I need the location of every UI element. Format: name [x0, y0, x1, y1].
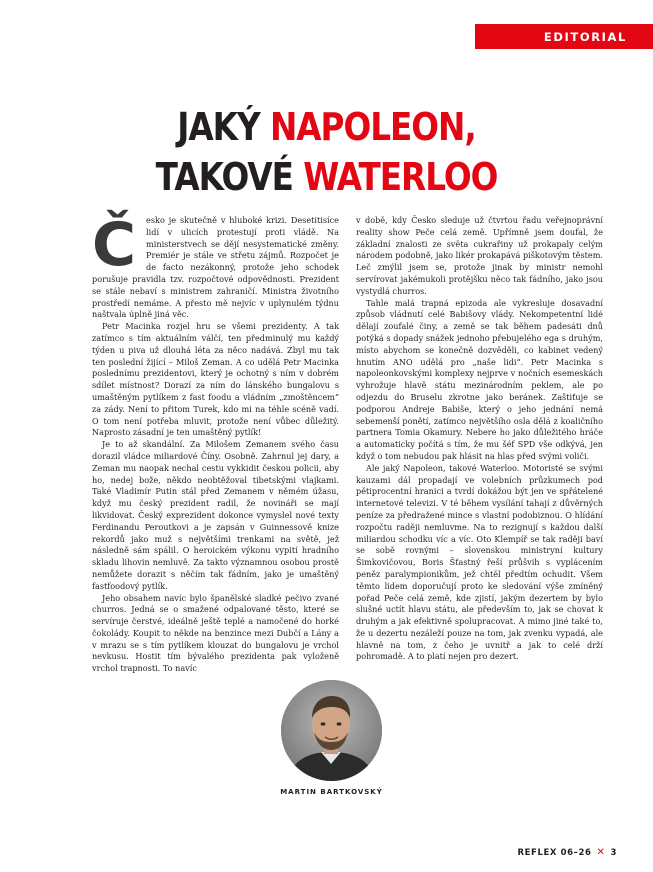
author-name: MARTIN BARTKOVSKÝ — [280, 788, 383, 796]
magazine-issue: REFLEX 06–26 — [517, 847, 592, 858]
headline-line2-black: TAKOVÉ — [155, 155, 304, 199]
article-paragraph — [92, 210, 339, 321]
article-paragraph: Jeho obsahem navíc bylo španělské sladké pečivo zvané churros. Jedná se o smažené odpalované těsto, které se servíruje čerstvé, ideálně ještě teplé a namočené do horké čokolády. Koupit to někde na benzince mezi Dubčí a Lány a v mrazu se s tím pytlíkem klouzat do bungalovu je vrchol nevkusu. Hostit tím bývalého prezidenta pak vyloženě vrchol trapnosti. To navíc — [92, 592, 339, 674]
headline-line1-black: JAKÝ — [177, 105, 270, 149]
article-paragraph: Je to až skandální. Za Milošem Zemanem svého času dorazil vládce miliardové Číny. Osobně. Zahrnul jej dary, a Zeman mu naopak nechal cestu vykkidit českou policii, aby ho, nedej bože, někdo neobtěžoval tibetskými vlajkami. Také Vladimír Putin stál před Zemanem v němém úžasu, když mu český prezident radil, že novináři se mají likvidovat. Český exprezident dokonce vymyslel nové texty Ferdinandu Peroutkovi a je zapsán v Guinnessově knize rekordů jako muž s největšími trenkami na světě, jež následně sám spálil. O heroickém výkonu vypití hradního skladu lihovin nemluvě. Za takto významnou osobou prostě nemůžete dorazit s něčím tak fádním, jako je umaštěný fastfoodový pytlík. — [92, 439, 339, 591]
article-column-left — [92, 210, 339, 675]
section-label: EDITORIAL — [475, 24, 653, 49]
separator-icon: ✕ — [596, 847, 606, 858]
headline — [97, 102, 555, 202]
author-photo — [281, 680, 382, 781]
headline-line1 — [177, 105, 475, 149]
article-paragraph: Ale jaký Napoleon, takové Waterloo. Motoristé se svými kauzami dál propadají ve volebních průzkumech pod pětiprocentní hranici a tvrdí dokážou být jen ve spřátelené internetové televizi. V té během vysílání tahají z důvěrných peníze za předražené mince s vlastní podobiznou. O hlídání rozpočtu raději nemluvme. Na to rezignují s každou další miliardou schodku víc a víc. Oto Klempíř se tak raději baví se sobě rovnými – slovenskou ministryní kultury Šimkovičovou, Boris Šťastný řeší průšvih s vyplácením peněz paralympionikům, jež chtěl předtím ochudit. Všem těmto lidem doporučují proto ke sledování výše zmíněný pořad Peče celá země, kde zjistí, jakým dezertem by bylo slušné uctít hlavu státu, ale především to, jak se chovat k druhým a jak efektivně spolupracovat. A mimo jiné také to, že u dezertu nezáleží pouze na tom, jak zvenku vypadá, ale hlavně na tom, z čeho je uvnitř a jak to celé drží pohromadě. A to platí nejen pro dezert. — [356, 462, 603, 662]
drop-cap: Č — [92, 210, 137, 280]
headline-line2 — [156, 155, 498, 199]
article-column-right — [356, 215, 603, 663]
page-number: 3 — [610, 847, 617, 858]
headline-line1-red: NAPOLEON, — [269, 105, 476, 149]
article-paragraph-text: esko je skutečně v hluboké krizi. Desetitisíce lidí v ulicích protestují proti vládě. Na ministerstvech se dějí nesystematické změny. Premiér je stále ve střetu zájmů. Rozpočet je de facto nezákonný, protože jeho schodek porušuje pravidla tzv. rozpočtové odpovědnosti. Prezident se stále nebaví s ministrem zahraničí. Ministra životního prostředí nemáme. A přesto mě nejvíc v uplynulém týdnu naštvala úplně jiná věc. — [92, 215, 339, 320]
article-paragraph: v době, kdy Česko sleduje už čtvrtou řadu veřejnoprávní reality show Peče celá země. Upřímně jsem doufal, že základní znalosti ze světa cukrařiny už prokapaly celým národem podobně, jako likér prokapává piškotovým těstem. Leč zmýlil jsem se, protože jinak by ministr nemohl servírovat jakémukoli protějšku něco tak fádního, jako jsou vystydlá churros. — [356, 215, 603, 296]
headline-line2-red: WATERLOO — [303, 155, 498, 199]
page-footer — [517, 847, 617, 858]
author-portrait-icon — [281, 680, 382, 781]
article-paragraph: Petr Macinka rozjel hru se všemi prezidenty. A tak zatímco s tím aktuálním válčí, ten předminulý mu každý týden u piva už dlouhá léta za něco nadává. Zbyl mu tak ten poslední žijící – Miloš Zeman. A co udělá Petr Macinka poslednímu prezidentovi, který je ochotný s ním v dobrém sdílet místnost? Dorazí za ním do lánského bungalovu s umaštěným pytlíkem z fast foodu a vládním „zmoštěncem“ za zády. Není to přitom Turek, kdo mi na téhle scéně vadí. O tom není potřeba mluvit, protože není vůbec důležitý. Naprosto zásadní je ten umaštěný pytlík! — [92, 321, 339, 438]
article-paragraph: Tahle malá trapná epizoda ale vykresluje dosavadní způsob vládnutí celé Babišovy vlády. Nekompetentní lidé dělají zoufalé činy, a země se tak během padesáti dnů potýká s dopady snážek jednoho přebujelého ega s druhým, místo abychom se konečně dozvěděli, co kabinet vedený hnutím ANO udělá pro „naše lidi“. Petr Macinka s napoleonkovskými komplexy nejprve v nočních esemeskách vyhrožuje hlavě státu mezinárodním peklem, ale po odjezdu do Bruselu zkrotne jako beránek. Zaštiťuje se podporou Andreje Babiše, který o jeho jednání nemá sebemenší ponětí, zatímco největšího osla dělá z koaličního partnera Tomia Okamury. Nebere ho jako důležitého hráče a automaticky počítá s tím, že mu šéf SPD vše odkývá, jen když o tom nebudou pak hlásit na hlas před svými voliči. — [356, 297, 603, 461]
